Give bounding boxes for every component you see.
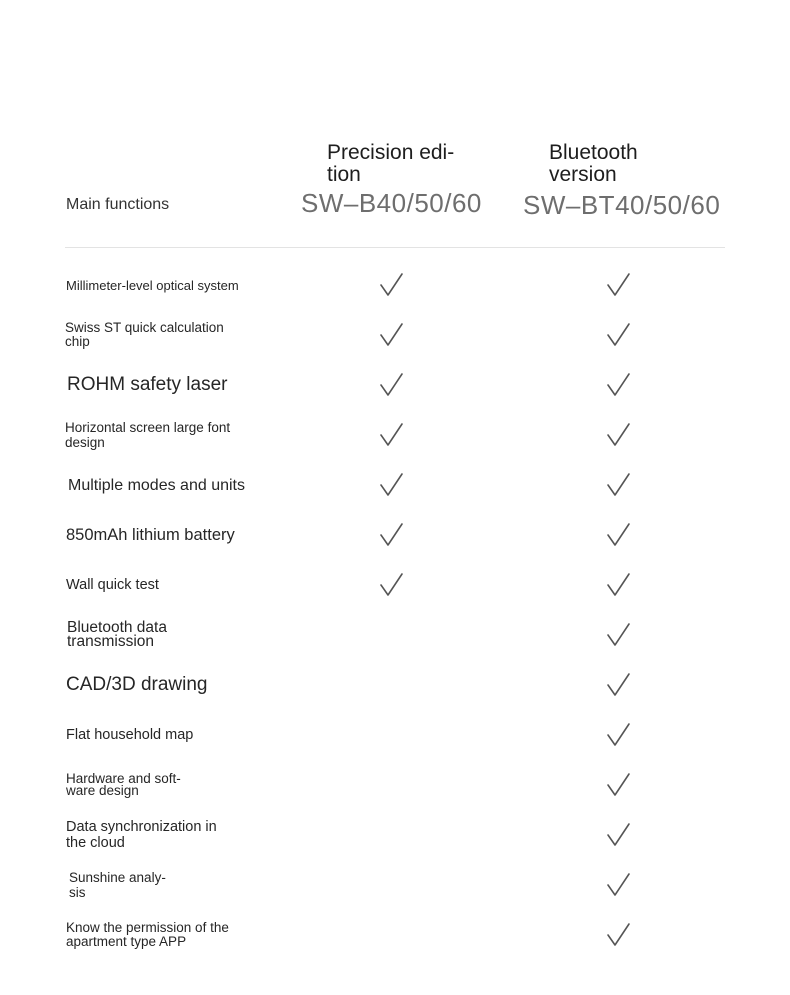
table-row [0, 860, 790, 910]
table-row [0, 310, 790, 360]
bluetooth-check-mark-icon [605, 272, 633, 298]
bluetooth-check-mark-icon [605, 872, 633, 898]
bluetooth-check-mark-icon [605, 422, 633, 448]
feature-label [66, 810, 266, 860]
table-row [0, 810, 790, 860]
table-row [0, 660, 790, 710]
feature-label-text: Hardware and soft- ware design [66, 771, 181, 798]
precision-check-mark-icon [378, 272, 406, 298]
table-row [0, 460, 790, 510]
feature-label-text: Know the permission of the apartment type APP [66, 920, 229, 949]
feature-label-text: Horizontal screen large font design [65, 420, 231, 450]
feature-label-text: Bluetooth data transmission [67, 619, 167, 650]
table-row [0, 610, 790, 660]
bluetooth-check-mark-icon [605, 622, 633, 648]
feature-label [65, 310, 265, 360]
precision-edition-title: Precision edi- tion [327, 141, 455, 186]
bluetooth-check-mark-icon [605, 472, 633, 498]
feature-label [66, 910, 266, 960]
table-row [0, 560, 790, 610]
feature-label-text: 850mAh lithium battery [66, 525, 235, 544]
main-functions-heading: Main functions [66, 196, 170, 213]
precision-check-mark-icon [378, 472, 406, 498]
feature-label-text: Swiss ST quick calculation chip [65, 320, 224, 349]
feature-label-text: CAD/3D drawing [66, 674, 208, 695]
feature-label-text: ROHM safety laser [67, 374, 228, 395]
bluetooth-check-mark-icon [605, 922, 633, 948]
table-row [0, 510, 790, 560]
feature-label [67, 610, 267, 660]
bluetooth-check-mark-icon [605, 672, 633, 698]
feature-label-text: Flat household map [66, 727, 194, 743]
feature-label-text: Wall quick test [66, 577, 159, 593]
feature-label-text: Multiple modes and units [68, 476, 245, 494]
bluetooth-check-mark-icon [605, 572, 633, 598]
precision-check-mark-icon [378, 322, 406, 348]
bluetooth-check-mark-icon [605, 822, 633, 848]
bluetooth-check-mark-icon [605, 372, 633, 398]
feature-label [66, 710, 266, 760]
feature-label-text: Millimeter-level optical system [66, 277, 239, 293]
table-row [0, 760, 790, 810]
precision-check-mark-icon [378, 522, 406, 548]
table-row [0, 710, 790, 760]
precision-check-mark-icon [378, 422, 406, 448]
precision-check-mark-icon [378, 572, 406, 598]
bluetooth-check-mark-icon [605, 322, 633, 348]
table-row [0, 910, 790, 960]
table-row [0, 410, 790, 460]
precision-edition-model: SW–B40/50/60 [301, 188, 482, 218]
feature-label-text: Sunshine analy- sis [69, 870, 166, 900]
feature-label [65, 410, 265, 460]
precision-check-mark-icon [378, 372, 406, 398]
table-row [0, 360, 790, 410]
feature-label [69, 860, 269, 910]
bluetooth-check-mark-icon [605, 772, 633, 798]
feature-label [66, 510, 266, 560]
bluetooth-check-mark-icon [605, 522, 633, 548]
feature-label-text: Data synchronization in the cloud [66, 819, 217, 851]
header-divider [65, 247, 725, 248]
table-row [0, 260, 790, 310]
feature-label [68, 460, 268, 510]
feature-label [66, 260, 266, 310]
bluetooth-check-mark-icon [605, 722, 633, 748]
feature-label [67, 360, 267, 410]
bluetooth-version-title: Bluetooth version [549, 141, 638, 186]
feature-label [66, 760, 266, 810]
feature-label [66, 660, 266, 710]
feature-label [66, 560, 266, 610]
bluetooth-version-model: SW–BT40/50/60 [523, 190, 721, 220]
